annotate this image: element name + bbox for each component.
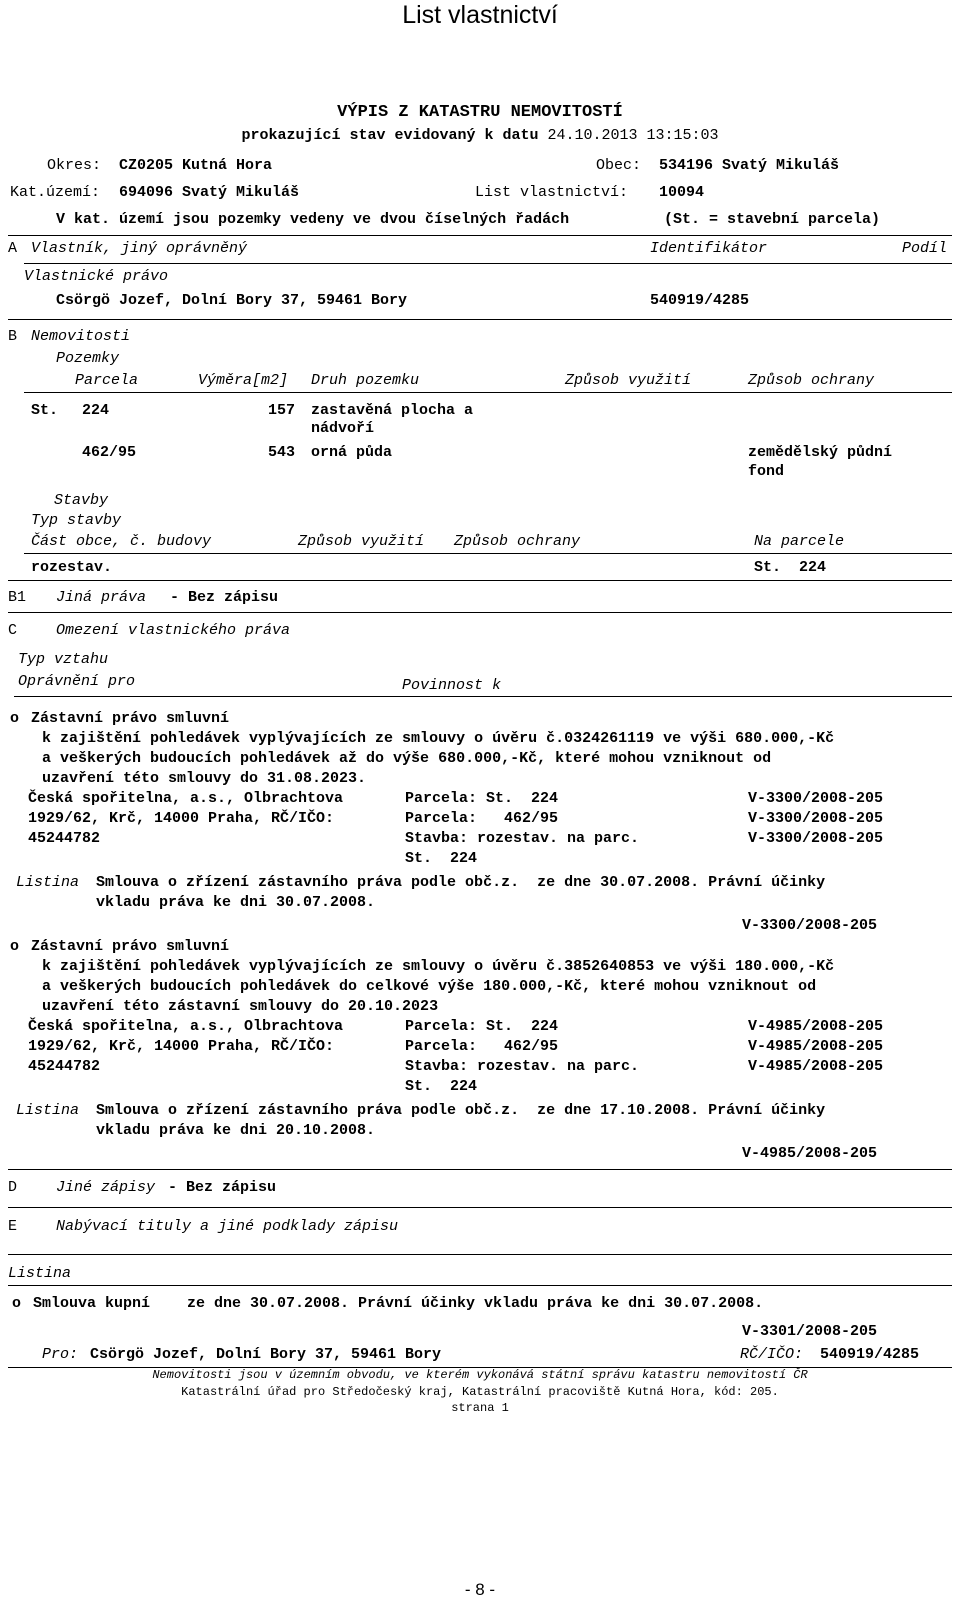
typ-stavby-label: Typ stavby bbox=[31, 512, 122, 529]
parcel-area: 543 bbox=[268, 444, 296, 461]
entry-title: Zástavní právo smluvní bbox=[31, 938, 230, 955]
divider bbox=[14, 696, 952, 697]
object: Stavba: rozestav. na parc. bbox=[405, 1058, 640, 1075]
subtitle-prefix: prokazující stav evidovaný k datu bbox=[241, 127, 539, 144]
listina-text: vkladu práva ke dni 20.10.2008. bbox=[96, 1122, 376, 1139]
creditor: 1929/62, Krč, 14000 Praha, RČ/IČO: bbox=[28, 810, 335, 827]
lv-value: 10094 bbox=[659, 184, 705, 201]
creditor: Česká spořitelna, a.s., Olbrachtova bbox=[28, 790, 344, 807]
object: Stavba: rozestav. na parc. bbox=[405, 830, 640, 847]
listina-text: vkladu práva ke dni 30.07.2008. bbox=[96, 894, 376, 911]
col-na-parcele: Na parcele bbox=[754, 533, 845, 550]
acquisition-title: Smlouva kupní bbox=[33, 1295, 151, 1312]
col-identifikator: Identifikátor bbox=[650, 240, 768, 257]
footer-line-1: Nemovitosti jsou v územním obvodu, ve kterém vykonává státní správu katastru nemovitostí ČR bbox=[152, 1368, 808, 1382]
rc-label: RČ/IČO: bbox=[740, 1346, 804, 1363]
listina-reference: V-4985/2008-205 bbox=[742, 1145, 878, 1162]
parcel-number: 462/95 bbox=[82, 444, 137, 461]
object: Parcela: St. 224 bbox=[405, 1018, 559, 1035]
subtitle-date: 24.10.2013 13:15:03 bbox=[547, 127, 719, 144]
listina-text: Smlouva o zřízení zástavního práva podle obč.z. ze dne 17.10.2008. Právní účinky bbox=[96, 1102, 826, 1119]
parcel-protection: zemědělský půdní bbox=[748, 444, 893, 461]
acquisition-detail: ze dne 30.07.2008. Právní účinky vkladu práva ke dni 30.07.2008. bbox=[187, 1295, 764, 1312]
stavby-label: Stavby bbox=[54, 492, 109, 509]
okres-label: Okres: bbox=[47, 157, 102, 174]
listina-text: Smlouva o zřízení zástavního práva podle obč.z. ze dne 30.07.2008. Právní účinky bbox=[96, 874, 826, 891]
entry-desc: k zajištění pohledávek vyplývajících ze smlouvy o úvěru č.3852640853 ve výši 180.000,-Kč bbox=[42, 958, 835, 975]
typ-vztahu-label: Typ vztahu bbox=[18, 651, 109, 668]
acquisition-reference: V-3301/2008-205 bbox=[742, 1323, 878, 1340]
reference: V-4985/2008-205 bbox=[748, 1058, 884, 1075]
reference: V-3300/2008-205 bbox=[748, 830, 884, 847]
creditor: 45244782 bbox=[28, 830, 101, 847]
col-vymera: Výměra[m2] bbox=[198, 372, 289, 389]
document-subtitle bbox=[0, 127, 960, 145]
okres-value: CZ0205 Kutná Hora bbox=[119, 157, 273, 174]
parcel-number: 224 bbox=[82, 402, 110, 419]
footer-page: strana 1 bbox=[451, 1401, 509, 1415]
reference: V-3300/2008-205 bbox=[748, 790, 884, 807]
reference: V-3300/2008-205 bbox=[748, 810, 884, 827]
section-b1-letter: B1 bbox=[8, 589, 27, 606]
creditor: 1929/62, Krč, 14000 Praha, RČ/IČO: bbox=[28, 1038, 335, 1055]
pro-value: Csörgö Jozef, Dolní Bory 37, 59461 Bory bbox=[90, 1346, 442, 1363]
divider bbox=[8, 580, 952, 581]
section-d-value: - Bez zápisu bbox=[168, 1179, 277, 1196]
entry-desc: uzavření této smlouvy do 31.08.2023. bbox=[42, 770, 367, 787]
divider bbox=[8, 612, 952, 613]
col-vyuziti: Způsob využití bbox=[565, 372, 692, 389]
divider bbox=[8, 1285, 952, 1286]
povinnost-k-label: Povinnost k bbox=[402, 677, 502, 694]
parcel-type: orná půda bbox=[311, 444, 393, 461]
entry-desc: uzavření této zástavní smlouvy do 20.10.2023 bbox=[42, 998, 439, 1015]
divider bbox=[8, 1169, 952, 1170]
parcel-area: 157 bbox=[268, 402, 296, 419]
vlastnicke-pravo-label: Vlastnické právo bbox=[24, 268, 169, 285]
pozemky-label: Pozemky bbox=[56, 350, 120, 367]
parcel-protection-cont: fond bbox=[748, 463, 785, 480]
section-e-title: Nabývací tituly a jiné podklady zápisu bbox=[56, 1218, 399, 1235]
opravneni-pro-label: Oprávnění pro bbox=[18, 673, 136, 690]
parcel-type-cont: nádvoří bbox=[311, 420, 375, 437]
section-e-letter: E bbox=[8, 1218, 18, 1235]
section-c-letter: C bbox=[8, 622, 18, 639]
reference: V-4985/2008-205 bbox=[748, 1038, 884, 1055]
document-title: VÝPIS Z KATASTRU NEMOVITOSTÍ bbox=[337, 103, 623, 122]
stavba-parcela: St. 224 bbox=[754, 559, 827, 576]
footer-line-2: Katastrální úřad pro Středočeský kraj, Katastrální pracoviště Kutná Hora, kód: 205. bbox=[181, 1385, 779, 1399]
object: St. 224 bbox=[405, 850, 478, 867]
entry-desc: k zajištění pohledávek vyplývajících ze smlouvy o úvěru č.0324261119 ve výši 680.000,-Kč bbox=[42, 730, 835, 747]
lv-label: List vlastnictví: bbox=[475, 184, 629, 201]
section-b-title: Nemovitosti bbox=[31, 328, 131, 345]
divider bbox=[8, 1207, 952, 1208]
katuzemi-label: Kat.území: bbox=[10, 184, 101, 201]
cast-obce-label: Část obce, č. budovy bbox=[31, 533, 212, 550]
col-parcela: Parcela bbox=[75, 372, 139, 389]
section-b1-value: - Bez zápisu bbox=[170, 589, 279, 606]
entry-title: Zástavní právo smluvní bbox=[31, 710, 230, 727]
page-title: List vlastnictví bbox=[402, 1, 558, 29]
listina-reference: V-3300/2008-205 bbox=[742, 917, 878, 934]
bullet: o bbox=[12, 1295, 22, 1312]
parcel-prefix: St. bbox=[31, 402, 59, 419]
section-c-title: Omezení vlastnického práva bbox=[56, 622, 291, 639]
section-d-letter: D bbox=[8, 1179, 18, 1196]
owner-name: Csörgö Jozef, Dolní Bory 37, 59461 Bory bbox=[56, 292, 408, 309]
obec-label: Obec: bbox=[596, 157, 642, 174]
col-ochrana: Způsob ochrany bbox=[748, 372, 875, 389]
parcel-series-note: V kat. území jsou pozemky vedeny ve dvou číselných řadách bbox=[56, 211, 570, 228]
listina-label: Listina bbox=[8, 1265, 72, 1282]
section-a-letter: A bbox=[8, 240, 18, 257]
obec-value: 534196 Svatý Mikuláš bbox=[659, 157, 840, 174]
listina-label: Listina bbox=[16, 1102, 80, 1119]
bullet: o bbox=[10, 710, 20, 727]
bullet: o bbox=[10, 938, 20, 955]
pro-label: Pro: bbox=[42, 1346, 79, 1363]
divider bbox=[24, 392, 952, 393]
page-number: - 8 - bbox=[464, 1580, 496, 1599]
creditor: Česká spořitelna, a.s., Olbrachtova bbox=[28, 1018, 344, 1035]
object: Parcela: 462/95 bbox=[405, 1038, 559, 1055]
katuzemi-value: 694096 Svatý Mikuláš bbox=[119, 184, 300, 201]
col-podil: Podíl bbox=[902, 240, 948, 257]
reference: V-4985/2008-205 bbox=[748, 1018, 884, 1035]
owner-identifier: 540919/4285 bbox=[650, 292, 750, 309]
divider bbox=[8, 1254, 952, 1255]
entry-desc: a veškerých budoucích pohledávek do celkové výše 180.000,-Kč, které mohou vzniknout od bbox=[42, 978, 817, 995]
divider bbox=[8, 235, 952, 236]
stavba-typ: rozestav. bbox=[31, 559, 113, 576]
divider bbox=[24, 553, 952, 554]
rc-value: 540919/4285 bbox=[820, 1346, 920, 1363]
parcel-type: zastavěná plocha a bbox=[311, 402, 474, 419]
section-a-title: Vlastník, jiný oprávněný bbox=[31, 240, 248, 257]
listina-label: Listina bbox=[16, 874, 80, 891]
object: Parcela: St. 224 bbox=[405, 790, 559, 807]
parcel-series-note-rest: (St. = stavební parcela) bbox=[664, 211, 881, 228]
col-druh: Druh pozemku bbox=[311, 372, 420, 389]
creditor: 45244782 bbox=[28, 1058, 101, 1075]
section-b-letter: B bbox=[8, 328, 18, 345]
col-stavba-vyuziti: Způsob využití bbox=[298, 533, 425, 550]
col-stavba-ochrana: Způsob ochrany bbox=[454, 533, 581, 550]
section-d-title: Jiné zápisy bbox=[56, 1179, 156, 1196]
entry-desc: a veškerých budoucích pohledávek až do výše 680.000,-Kč, které mohou vzniknout od bbox=[42, 750, 772, 767]
divider bbox=[8, 319, 952, 320]
object: St. 224 bbox=[405, 1078, 478, 1095]
section-b1-title: Jiná práva bbox=[56, 589, 147, 606]
divider bbox=[24, 263, 952, 264]
object: Parcela: 462/95 bbox=[405, 810, 559, 827]
